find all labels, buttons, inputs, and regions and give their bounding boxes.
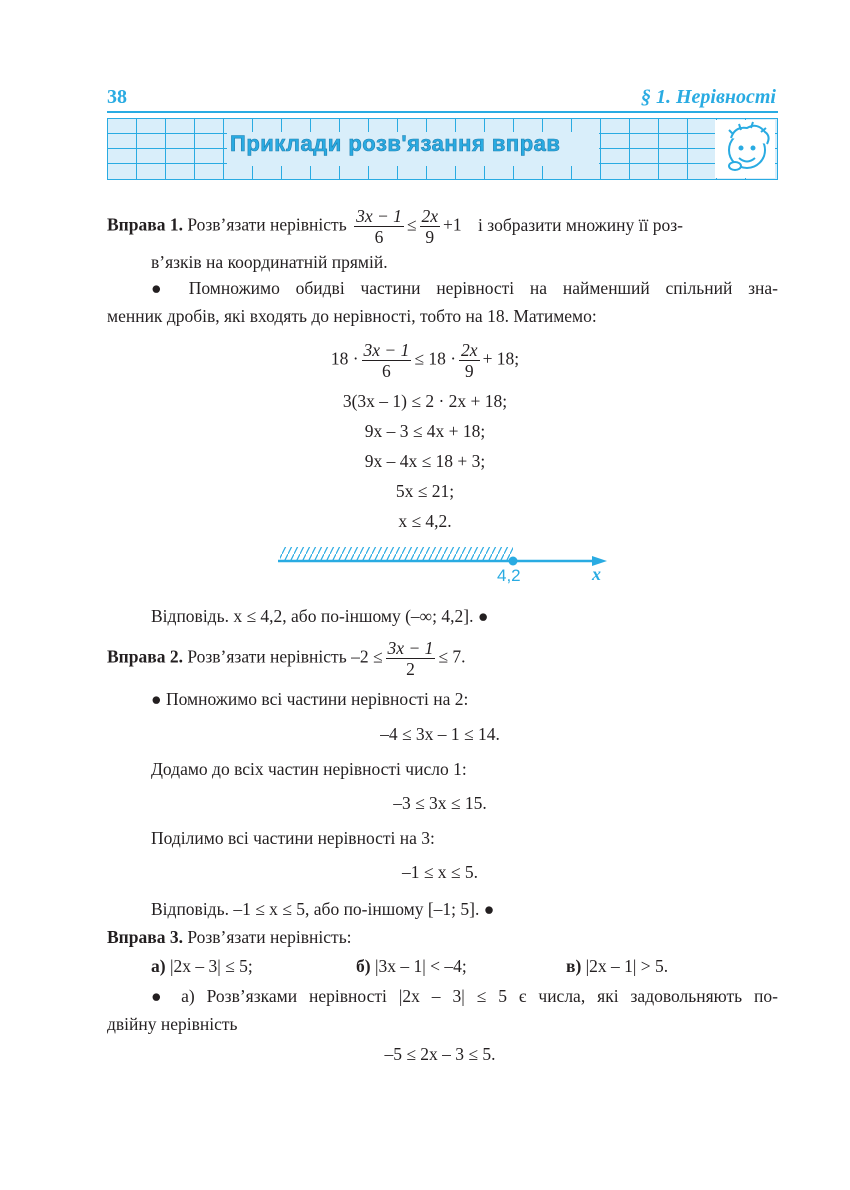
ex1-task-cont: в’язків на координатній прямій. <box>151 252 388 272</box>
ex3-solution-line-2: двійну нерівність <box>107 1014 238 1034</box>
ex1-answer: Відповідь. x ≤ 4,2, або по-іншому (–∞; 4,2]. ● <box>151 606 489 626</box>
ex2-eq-1: –4 ≤ 3x – 1 ≤ 14. <box>380 724 500 744</box>
ex1-eq2: 3(3x – 1) ≤ 2 · 2x + 18; <box>342 391 508 411</box>
ex2-step-2: Додамо до всіх частин нерівності число 1: <box>151 759 467 779</box>
ex2-eq-3: –1 ≤ x ≤ 5. <box>401 862 479 882</box>
ex3-item-a: а) |2x – 3| ≤ 5; <box>151 956 253 976</box>
ex1-title: Вправа 1. <box>107 214 183 235</box>
banner-title: Приклади розв'язання вправ <box>230 131 561 156</box>
section-title: § 1. Нерівності <box>640 86 776 108</box>
ex1-eq4: 9x – 4x ≤ 18 + 3; <box>364 451 486 471</box>
ex1-task-post: і зобразити множину її роз- <box>478 214 683 235</box>
number-line <box>270 542 615 590</box>
ex3-task-line: Вправа 3. Розв’язати нерівність: <box>107 927 352 947</box>
ex3-solution-line-1: ● а) Розв’язками нерівності |2x – 3| ≤ 5 є числа, які задовольняють по- <box>151 986 778 1006</box>
ex2-step-1: ● Помножимо всі частини нерівності на 2: <box>151 689 469 709</box>
ex1-eq6: x ≤ 4,2. <box>398 511 452 531</box>
header-rule <box>107 111 778 113</box>
ex3-title: Вправа 3. <box>107 927 183 947</box>
axis-var-label: x <box>592 564 601 584</box>
ex1-fraction-2: $\frac{2x}{9}$ <box>421 206 439 247</box>
ex3-eq: –5 ≤ 2x – 3 ≤ 5. <box>384 1044 496 1064</box>
axis-point-label: 4,2 <box>497 566 521 585</box>
page-number: 38 <box>107 86 127 108</box>
ex1-task-pre: Розв’язати нерівність <box>187 214 347 235</box>
ex1-task-line: Вправа 1. Розв’язати нерівність $\frac{3x - 1}{6}$ ≤ $\frac{2x}{9}$ +1 і зобразити множину її роз- <box>107 206 683 247</box>
solution-hatch <box>280 547 513 560</box>
ex3-item-b: б) |3x – 1| < –4; <box>356 956 467 976</box>
ex1-fraction-1: $\frac{3x - 1}{6}$ <box>356 206 402 247</box>
ex2-answer: Відповідь. –1 ≤ x ≤ 5, або по-іншому [–1; 5]. ● <box>151 899 495 919</box>
ex1-eq5: 5x ≤ 21; <box>395 481 455 501</box>
ex3-item-c: в) |2x – 1| > 5. <box>566 956 669 976</box>
ex1-solution-line-1: ● Помножимо обидві частини нерівності на найменший спільний зна- <box>151 278 778 298</box>
ex2-eq-2: –3 ≤ 3x ≤ 15. <box>393 793 487 813</box>
ex2-step-3: Поділимо всі частини нерівності на 3: <box>151 828 435 848</box>
ex2-task-line: Вправа 2. Розв’язати нерівність –2 ≤ $\frac{3x - 1}{2}$ ≤ 7. <box>107 638 466 679</box>
ex2-fraction: $\frac{3x - 1}{2}$ <box>387 638 434 679</box>
ex1-eq3: 9x – 3 ≤ 4x + 18; <box>364 421 486 441</box>
ex1-solution-line-2: менник дробів, які входять до нерівності, тобто на 18. Матимемо: <box>107 306 597 326</box>
mascot-icon <box>715 120 775 178</box>
closed-point <box>509 557 518 566</box>
ex1-eq1: 18 · $\frac{3x - 1}{6}$ ≤ 18 · $\frac{2x}{9}$ + 18; <box>330 340 520 381</box>
ex2-title: Вправа 2. <box>107 646 183 667</box>
